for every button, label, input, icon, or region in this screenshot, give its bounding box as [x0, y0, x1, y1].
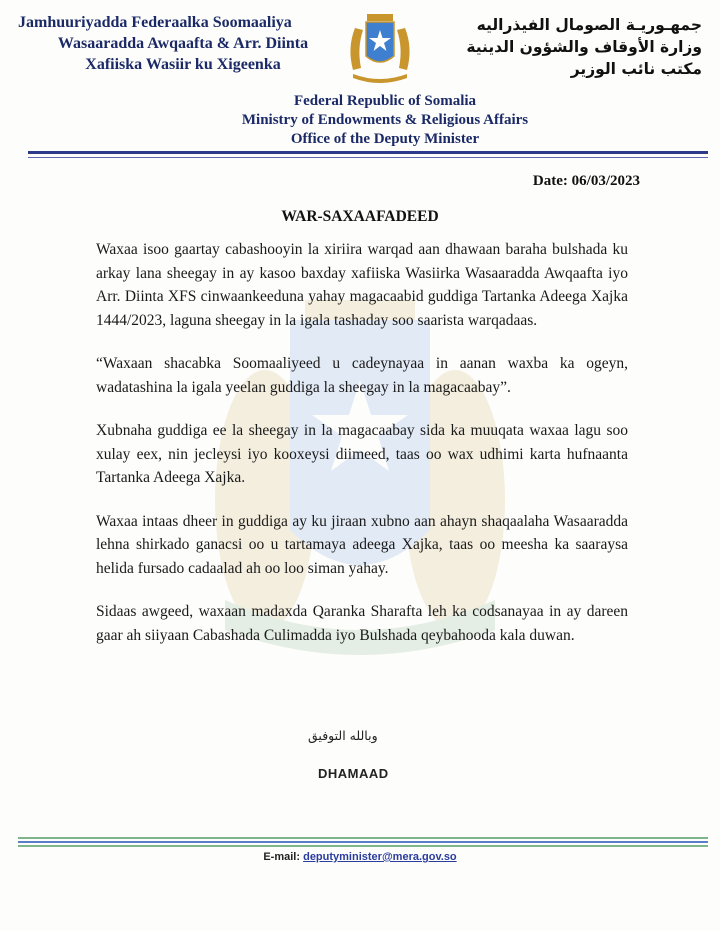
body-paragraph-5: Sidaas awgeed, waxaan madaxda Qaranka Sharafta leh ka codsanayaa in ay dareen gaar ah siiyaan Cabashada Culimadda iyo Bulshada qeybahooda kala duwan. — [96, 603, 628, 644]
header-left-line2: Wasaaradda Awqaafta & Arr. Diinta — [57, 35, 309, 52]
header-center-line2: Ministry of Endowments & Religious Affairs — [241, 112, 529, 128]
somalia-coat-of-arms-icon — [345, 8, 415, 86]
header-divider — [28, 151, 708, 158]
header-left-line3: Xafiiska Wasiir ku Xigeenka — [85, 56, 281, 73]
header-right-line1: جمهـوريـة الصومال الفيذراليه — [476, 16, 702, 34]
letter-title: WAR-SAXAAFADEED — [281, 208, 439, 225]
closing-arabic: وبالله التوفيق — [308, 728, 378, 743]
body-paragraph-1: Waxaa isoo gaartay cabashooyin la xiriira warqad aan dhawaan baraha bulshada ku arkay lana sheegay in ay kasoo baxday xafiiska Wasiirka Wasaaradda Awqaafta iyo Arr. Diinta XFS cinwaankeeduna yahay magacaabid guddiga Tartanka Adeega Xajka 1444/2023, laguna sheegay in la igala tashaday soo saarista warqadaas. — [96, 241, 628, 329]
header-center — [160, 92, 610, 149]
email-label: E-mail: — [263, 851, 301, 863]
letter-date: Date: 06/03/2023 — [532, 173, 640, 189]
header-center-line3: Office of the Deputy Minister — [290, 131, 480, 147]
body-paragraph-2: “Waxaan shacabka Soomaaliyeed u cadeynayaa in aanan waxba ka ogeyn, wadatashina la igala yeelan guddiga la sheegay in la magacaabay”. — [96, 355, 628, 396]
header-right-line3: مكتب نائب الوزير — [570, 60, 702, 78]
header-left-line1: Jamhuuriyadda Federaalka Soomaaliya — [18, 14, 292, 31]
email-link[interactable]: deputyminister@mera.gov.so — [303, 851, 457, 863]
footer-divider — [18, 837, 708, 849]
header-right-line2: وزارة الأوقاف والشؤون الدينية — [466, 38, 702, 56]
letter-body — [96, 238, 628, 667]
header-left — [18, 12, 348, 75]
closing-text: DHAMAAD — [318, 766, 389, 781]
body-paragraph-4: Waxaa intaas dheer in guddiga ay ku jiraan xubno aan ahayn shaqaalaha Wasaaradda lehna shirkado ganacsi oo u tartamaya adeega Xajka, taas oo meesha ka saaraysa helida fursado cadaalad ah oo loo siman yahay. — [96, 512, 628, 577]
header-right — [452, 14, 702, 80]
header-center-line1: Federal Republic of Somalia — [293, 93, 477, 109]
body-paragraph-3: Xubnaha guddiga ee la sheegay in la magacaabay sida ka muuqata waxaa lagu soo xulay eex, nin jecleysi iyo kooxeysi diimeed, taas oo wax udhimi karta hufnaanta Tartanka Adeega Xajka. — [96, 422, 628, 486]
footer-email — [0, 851, 720, 863]
